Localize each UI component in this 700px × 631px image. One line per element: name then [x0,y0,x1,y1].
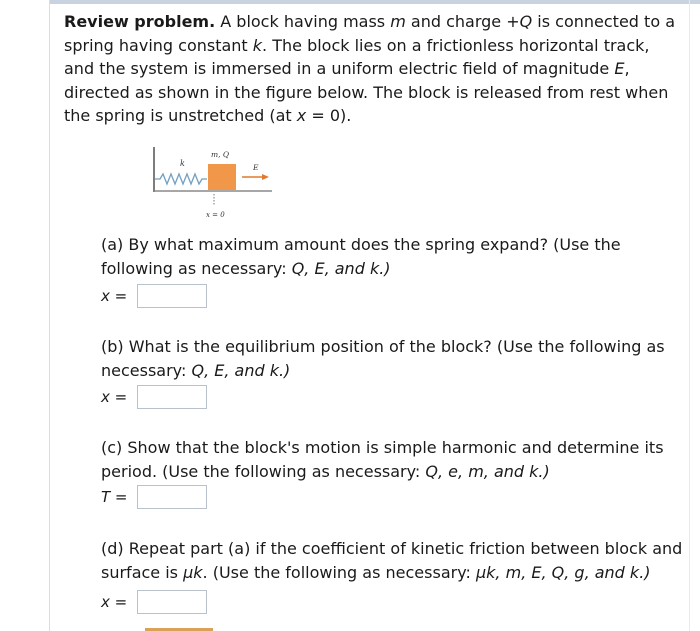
spring-label: k [180,159,185,168]
spring [155,174,207,184]
part-c-vars: Q, e, m, and k.) [425,461,550,481]
part-c-answer-input[interactable] [137,485,207,509]
part-b-question [101,335,691,382]
part-b-answer-input[interactable] [137,385,207,409]
intro-text: A block having mass [215,12,391,31]
top-border [50,0,700,4]
var-q: Q [519,12,533,31]
part-b-prompt: (b) What is the equilibrium position of the block? (Use the following as necessary: [101,337,665,380]
var-x: x [296,106,307,125]
part-c-question [101,436,691,483]
part-b-vars: Q, E, and k.) [191,360,291,380]
origin-label: x = 0 [206,211,225,219]
part-a-answer-input[interactable] [137,284,207,308]
part-a-vars: Q, E, and k.) [291,258,391,278]
intro-text: , directed as shown in the figure below. The block is released from rest when the spring is unstretched (at [64,59,669,125]
field-label: E [253,163,259,172]
field-arrowhead [262,174,269,180]
block [208,164,236,190]
part-c-answer-label: T = [101,488,128,506]
problem-heading: Review problem. [64,12,216,31]
part-d-vars: μk, m, E, Q, g, and k.) [475,562,651,582]
var-k: k [252,35,263,55]
intro-text: = 0). [306,106,352,125]
part-a-question [101,233,691,280]
part-d-prompt: . (Use the following as necessary: [202,562,476,582]
part-a-answer-label: x = [101,287,128,305]
intro-text: is connected to a spring having constant [64,12,675,55]
block-label: m, Q [211,150,230,159]
part-d-answer-input[interactable] [137,590,207,614]
spring-block-figure [150,142,276,222]
intro-text: and charge + [405,12,520,31]
left-border [49,0,50,631]
part-d-prompt: (d) Repeat part (a) if the coefficient of kinetic friction between block and surface is [101,539,683,582]
part-a-prompt: (a) By what maximum amount does the spring expand? (Use the following as necessary: [101,235,621,278]
intro-text: . The block lies on a frictionless horizontal track, and the system is immersed in a uniform electric field of magnitude [64,35,650,78]
var-e: E [614,59,625,78]
part-c-prompt: (c) Show that the block's motion is simple harmonic and determine its period. (Use the following as necessary: [101,438,664,481]
part-d-answer-label: x = [101,593,128,611]
problem-statement [64,10,684,128]
part-b-answer-label: x = [101,388,128,406]
var-m: m [390,12,406,31]
var-mu-k: μk [183,562,203,582]
part-d-question [101,537,691,584]
